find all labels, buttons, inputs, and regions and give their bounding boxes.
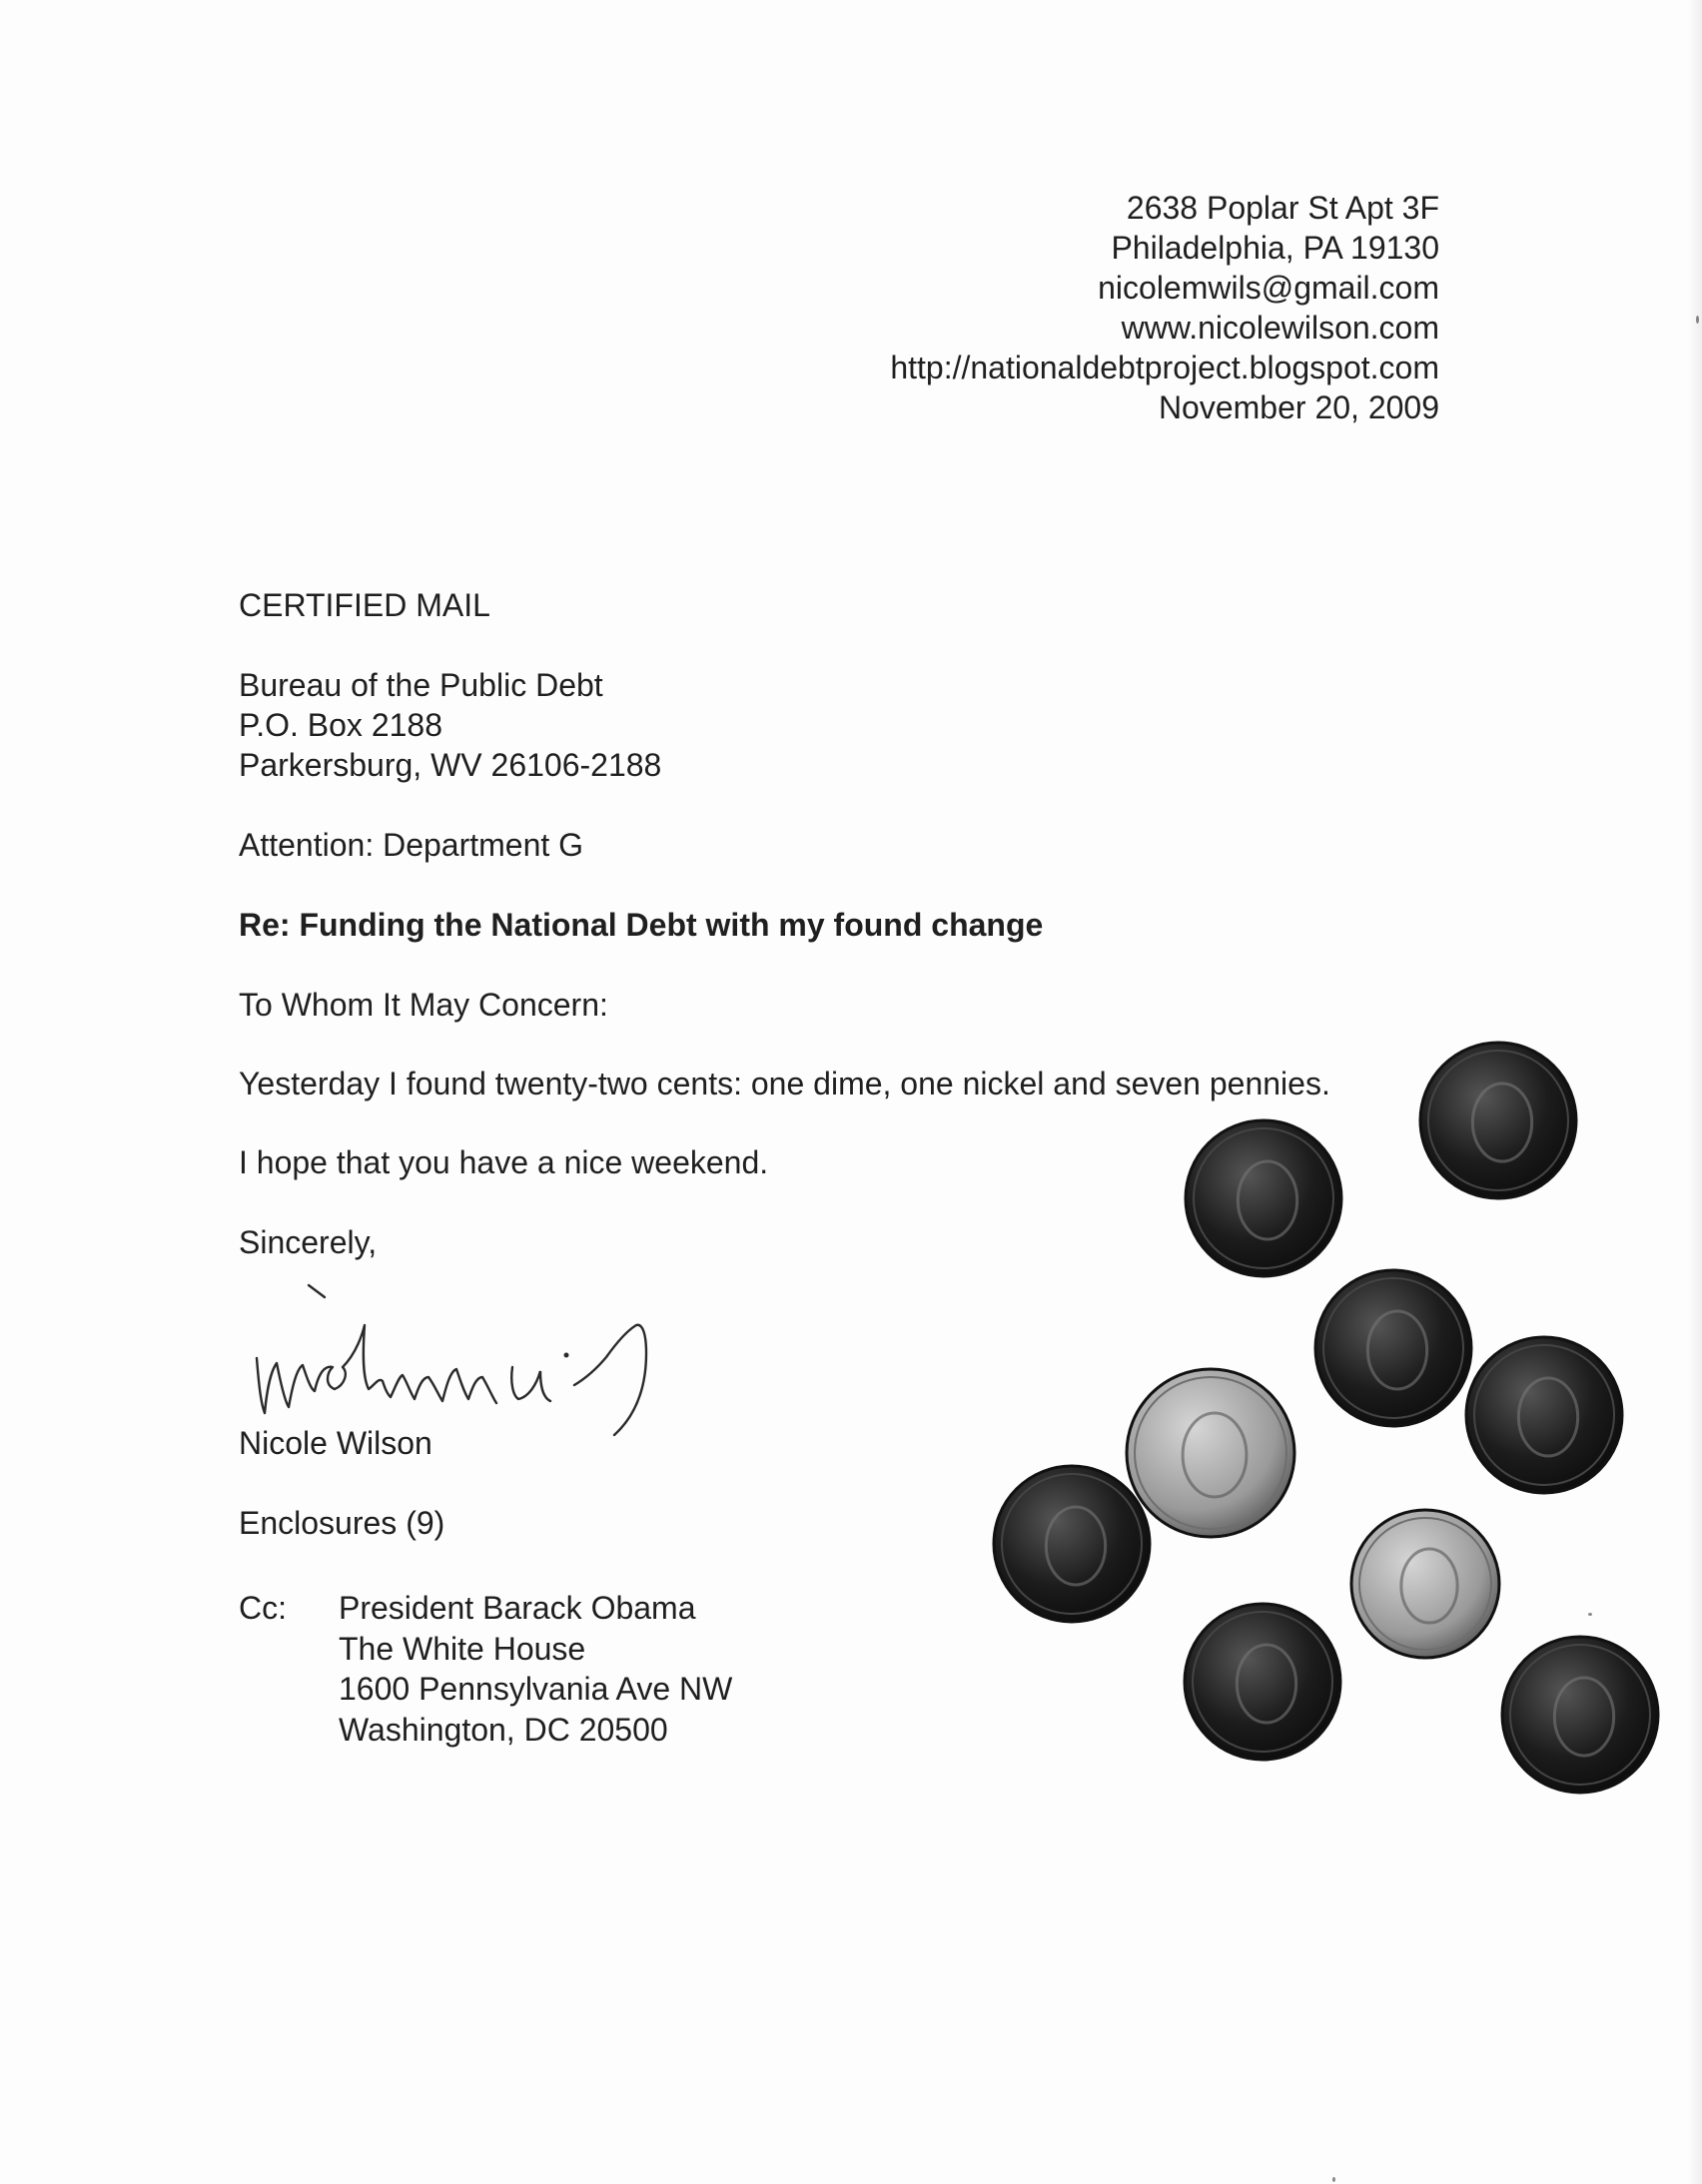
- dime-coin: [1351, 1510, 1499, 1658]
- scan-edge-shadow: [1688, 0, 1702, 2184]
- sender-address-block: [890, 188, 1439, 427]
- penny-coin: [1315, 1270, 1471, 1426]
- letter-date: November 20, 2009: [1158, 389, 1439, 425]
- attention-line: Attention: Department G: [239, 827, 584, 863]
- sender-email: nicolemwils@gmail.com: [1098, 270, 1439, 306]
- recipient-city: Parkersburg, WV 26106-2188: [239, 747, 662, 783]
- penny-coin: [1420, 1043, 1576, 1198]
- recipient-po-box: P.O. Box 2188: [239, 707, 442, 743]
- sender-blog: http://nationaldebtproject.blogspot.com: [890, 350, 1439, 385]
- cc-line: President Barack Obama: [339, 1590, 696, 1626]
- cc-line: 1600 Pennsylvania Ave NW: [339, 1671, 733, 1707]
- cc-recipient-block: [339, 1588, 732, 1750]
- sender-website: www.nicolewilson.com: [1121, 310, 1439, 346]
- penny-coin: [1185, 1604, 1340, 1760]
- scan-speck: [1588, 1613, 1592, 1616]
- sender-city: Philadelphia, PA 19130: [1111, 230, 1439, 266]
- cc-line: Washington, DC 20500: [339, 1711, 668, 1748]
- penny-coin: [994, 1466, 1150, 1622]
- signer-name: Nicole Wilson: [239, 1425, 432, 1461]
- penny-coin: [1186, 1120, 1341, 1276]
- handwritten-signature: [245, 1273, 804, 1443]
- body-paragraph: I hope that you have a nice weekend.: [239, 1144, 769, 1180]
- enclosures-line: Enclosures (9): [239, 1505, 445, 1541]
- sender-street: 2638 Poplar St Apt 3F: [1126, 190, 1439, 226]
- salutation: To Whom It May Concern:: [239, 987, 608, 1023]
- subject-line: Re: Funding the National Debt with my found change: [239, 907, 1044, 943]
- delivery-method: CERTIFIED MAIL: [239, 587, 490, 623]
- nickel-coin: [1127, 1369, 1294, 1537]
- cc-label: Cc:: [239, 1590, 287, 1626]
- scan-speck: [1332, 2177, 1335, 2182]
- penny-coin: [1466, 1337, 1622, 1493]
- recipient-name: Bureau of the Public Debt: [239, 667, 603, 703]
- cc-line: The White House: [339, 1630, 586, 1667]
- body-paragraph: Yesterday I found twenty-two cents: one dime, one nickel and seven pennies.: [239, 1066, 1330, 1101]
- penny-coin: [1502, 1637, 1658, 1793]
- closing: Sincerely,: [239, 1224, 378, 1260]
- enclosed-coins-photo: [959, 1039, 1678, 1837]
